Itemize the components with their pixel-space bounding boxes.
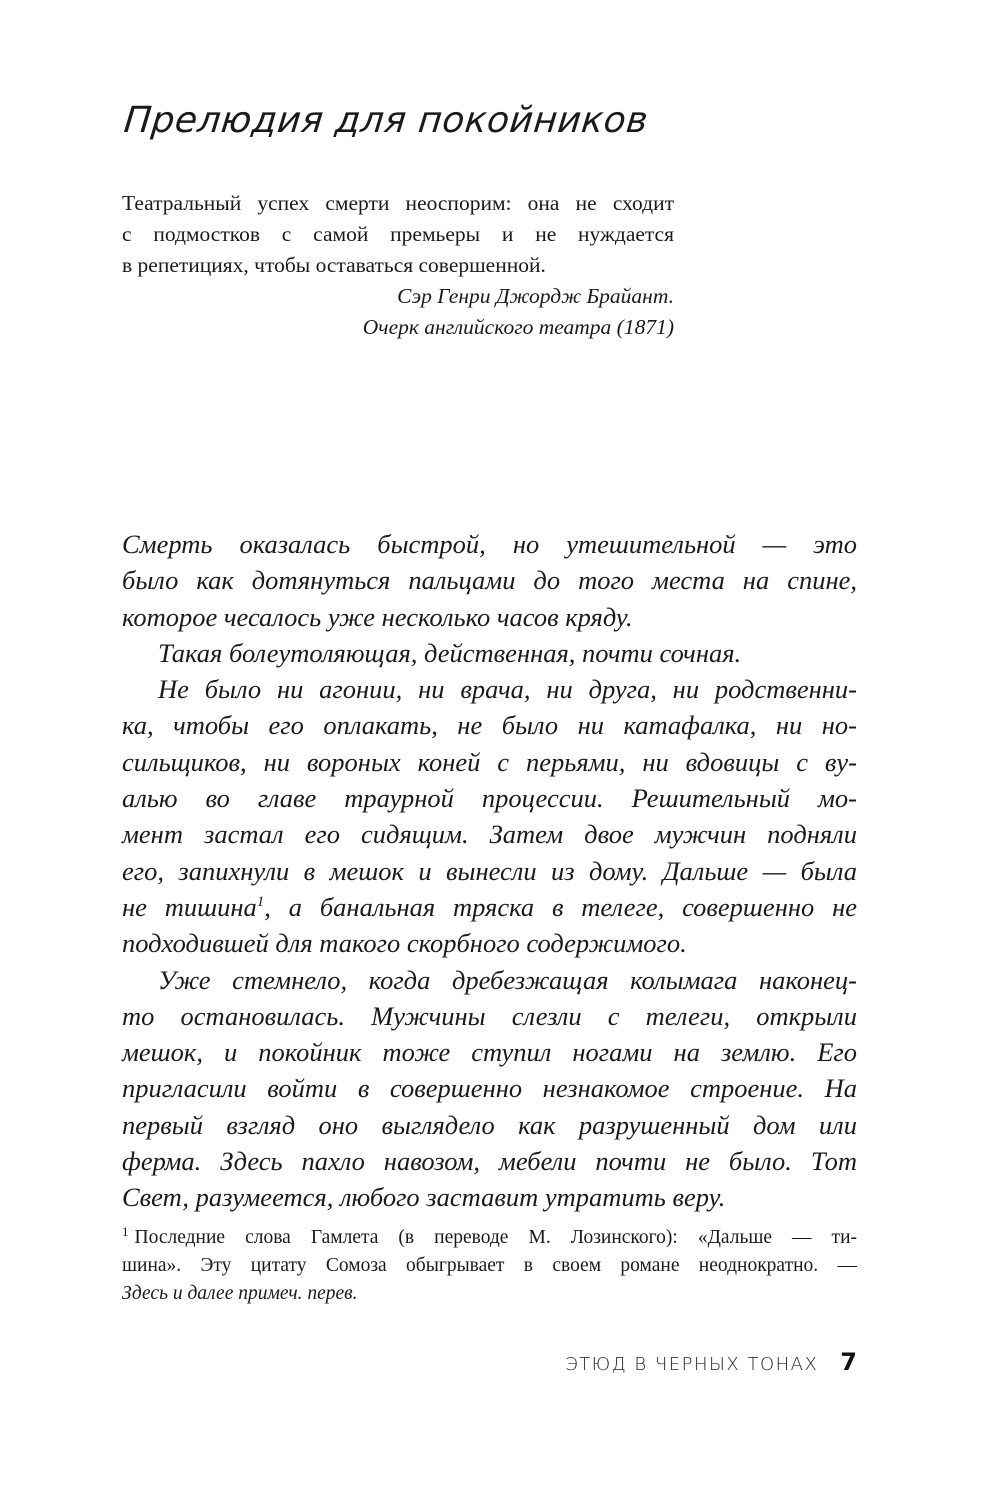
footnote-text: Последние слова Гамлета (в переводе М. Лозинского): «Дальше — ти- [134,1227,857,1248]
chapter-body [122,526,857,1216]
epigraph-author: Сэр Генри Джордж Брайант. [397,284,674,308]
epigraph-source: Очерк английского театра (1871) [362,315,674,339]
body-line: подходившей для такого скорбного содержимого. [122,928,687,959]
body-line: сильщиков, ни вороных коней с перьями, ни вдовицы с ву- [122,746,857,777]
body-line: Уже стемнело, когда дребезжащая колымага наконец- [158,964,857,995]
footnote-line: шина». Эту цитату Сомоза обыгрывает в своем романе неоднократно. — [122,1255,857,1276]
body-line: ферма. Здесь пахло навозом, мебели почти не было. Тот [122,1146,857,1177]
body-line: мент застал его сидящим. Затем двое мужчин подняли [122,819,857,850]
running-footer [0,1348,857,1376]
page-number: 7 [840,1348,857,1376]
body-line: пригласили войти в совершенно незнакомое строение. На [122,1073,857,1104]
body-line: его, запихнули в мешок и вынесли из дому. Дальше — была [122,855,857,886]
epigraph-line: в репетициях, чтобы оставаться совершенной. [122,253,546,277]
body-line: было как дотянуться пальцами до того места на спине, [122,565,857,596]
epigraph-line: Театральный успех смерти неоспорим: она не сходит [122,191,674,215]
body-line: ка, чтобы его оплакать, не было ни катафалка, ни но- [122,710,857,741]
footnote-line [122,1224,857,1252]
body-line-with-footnote [122,889,857,925]
body-line: Не было ни агонии, ни врача, ни друга, ни родственни- [158,674,857,705]
footnote-line: Здесь и далее примеч. перев. [122,1283,358,1304]
body-line: которое чесалось уже несколько часов кряду. [122,601,633,632]
body-line: алью во главе траурной процессии. Решительный мо- [122,783,857,814]
body-line: Такая болеутоляющая, действенная, почти сочная. [158,637,742,668]
footnote-reference[interactable]: 1 [256,894,265,911]
body-line: то остановилась. Мужчины слезли с телеги, открыли [122,1000,857,1031]
body-line: Смерть оказалась быстрой, но утешительной — это [122,529,857,559]
body-line-part: , а банальная тряска в телеге, совершенно не [264,891,857,922]
body-line: мешок, и покойник тоже ступил ногами на землю. Его [122,1037,857,1068]
body-line: первый взгляд оно выглядело как разрушенный дом или [122,1109,857,1140]
running-title: ЭТЮД В ЧЕРНЫХ ТОНАХ [565,1354,819,1375]
body-line: Свет, разумеется, любого заставит утратить веру. [122,1182,726,1213]
footnote-mark: 1 [122,1223,129,1239]
chapter-title: Прелюдия для покойников [122,100,651,141]
epigraph [122,188,674,343]
footnote [122,1224,857,1308]
epigraph-line: с подмостков с самой премьеры и не нуждается [122,222,674,246]
body-line-part: не тишина [122,891,257,922]
